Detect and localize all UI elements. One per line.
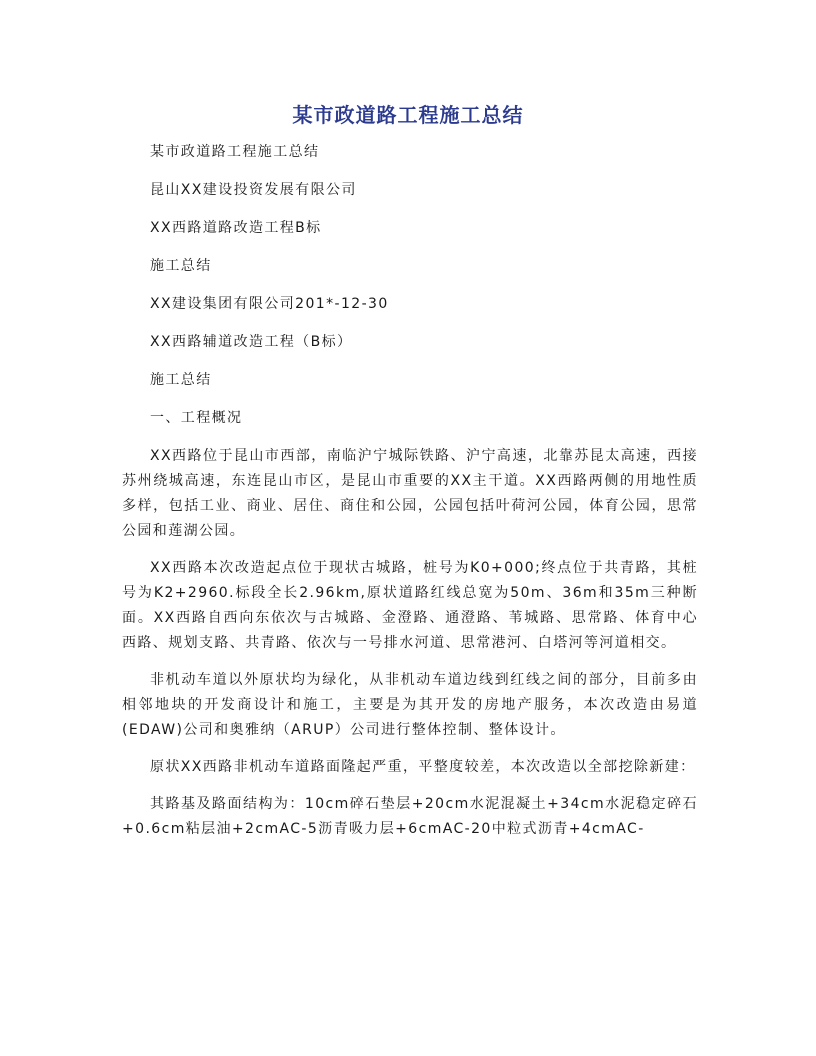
paragraph-scope: XX西路本次改造起点位于现状古城路，桩号为K0+000;终点位于共青路，其桩号为K2+2960.标段全长2.96km,原状道路红线总宽为50m、36m和35m三种断面。XX西路自西向东依次与古城路、金澄路、通澄路、苇城路、思常路、体育中心西路、规划支路、共青路、依次与一号排水河道、思常港河、白塔河等河道相交。 — [122, 560, 698, 651]
paragraph-condition: 原状XX西路非机动车道路面隆起严重，平整度较差，本次改造以全部挖除新建： — [150, 759, 696, 775]
paragraph-project-name: XX西路道路改造工程B标 — [150, 220, 322, 236]
section-heading-overview: 一、工程概况 — [150, 410, 243, 426]
paragraph-client: 昆山XX建设投资发展有限公司 — [150, 182, 357, 198]
paragraph-structure: 其路基及路面结构为：10cm碎石垫层+20cm水泥混凝土+34cm水泥稳定碎石+0.6cm粘层油+2cmAC-5沥青吸力层+6cmAC-20中粒式沥青+4cmAC- — [122, 796, 698, 837]
paragraph-location: XX西路位于昆山市西部，南临沪宁城际铁路、沪宁高速，北靠苏昆太高速，西接苏州绕城高速，东连昆山市区，是昆山市重要的XX主干道。XX西路两侧的用地性质多样，包括工业、商业、居住、商住和公园，公园包括叶荷河公园，体育公园，思常公园和莲湖公园。 — [122, 448, 698, 539]
paragraph-subproject: XX西路辅道改造工程（B标） — [150, 334, 353, 350]
paragraph-summary-label-2: 施工总结 — [150, 372, 212, 388]
paragraph-summary-label: 施工总结 — [150, 258, 212, 274]
document-title: 某市政道路工程施工总结 — [292, 103, 524, 127]
paragraph-contractor-date: XX建设集团有限公司201*-12-30 — [150, 296, 389, 312]
document-body — [122, 140, 698, 854]
paragraph-design: 非机动车道以外原状均为绿化，从非机动车道边线到红线之间的部分，目前多由相邻地块的开发商设计和施工，主要是为其开发的房地产服务，本次改造由易道(EDAW)公司和奥雅纳（ARUP）公司进行整体控制、整体设计。 — [122, 672, 698, 738]
paragraph-heading: 某市政道路工程施工总结 — [150, 144, 320, 160]
